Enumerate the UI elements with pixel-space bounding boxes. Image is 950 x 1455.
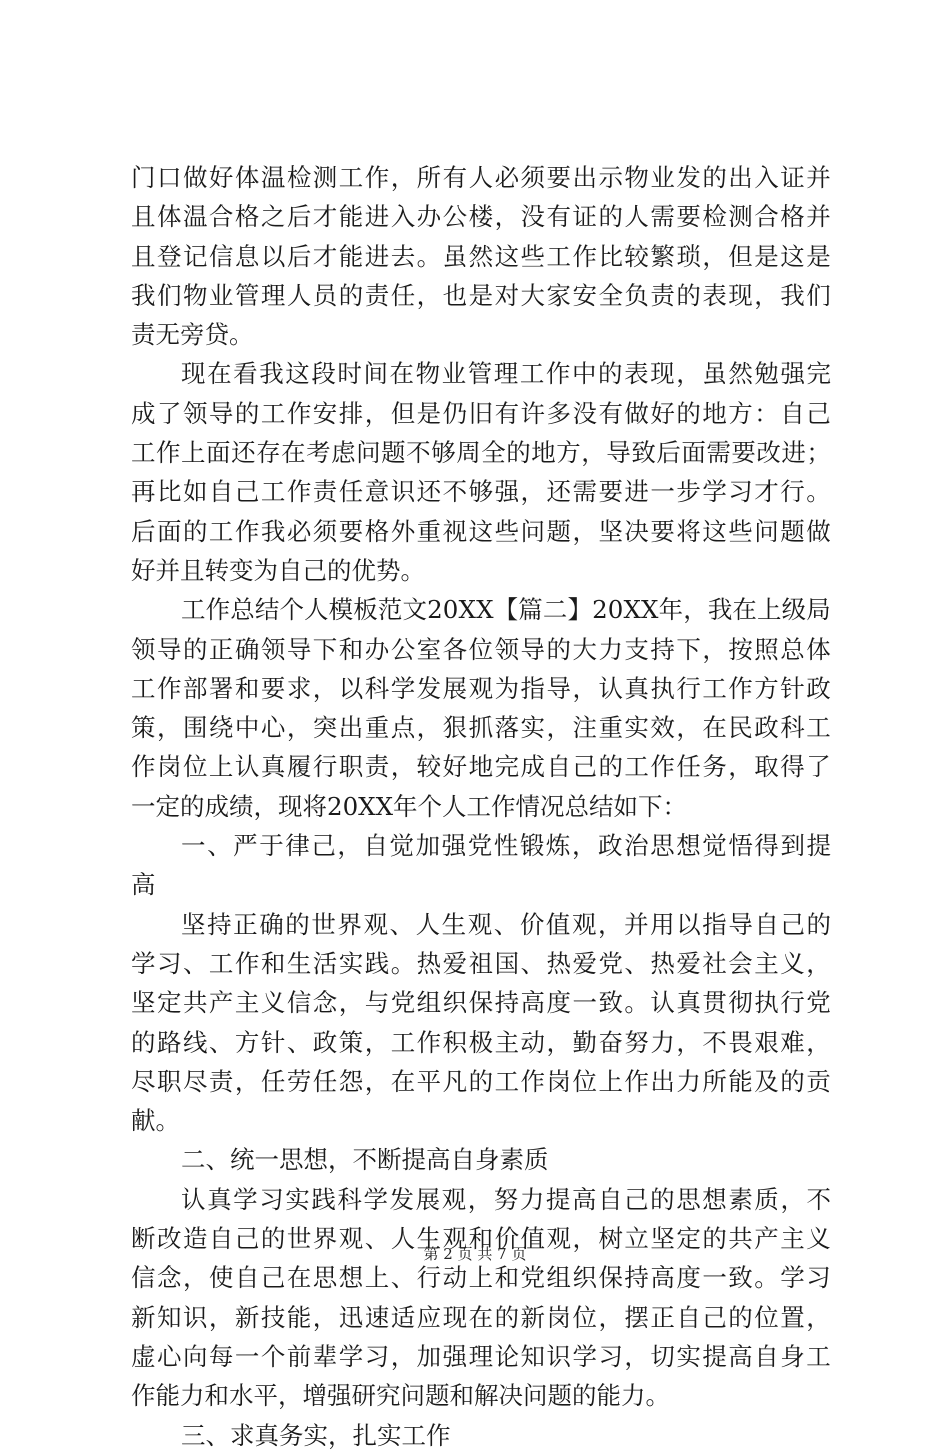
text-line: 工 作 上 面 还 存 在 考 虑 问 题 不 够 周 全 的 地 方 ， 导 致 后 面 需 要 改 进 ； [131, 438, 831, 468]
text-line: 作 岗 位 上 认 真 履 行 职 责 ， 较 好 地 完 成 自 己 的 工 作 任 务 ， 取 得 了 [131, 752, 831, 782]
text-line: 二、统一思想，不断提高自身素质 [181, 1145, 549, 1175]
text-line: 且 登 记 信 息 以 后 才 能 进 去 。 虽 然 这 些 工 作 比 较 繁 琐 ， 但 是 这 是 [131, 241, 831, 271]
text-line: 且 体 温 合 格 之 后 才 能 进 入 办 公 楼 ， 没 有 证 的 人 需 要 检 测 合 格 并 [131, 202, 831, 232]
text-line: 尽 职 尽 责 ， 任 劳 任 怨 ， 在 平 凡 的 工 作 岗 位 上 作 出 力 所 能 及 的 贡 [131, 1066, 831, 1096]
text-line: 领 导 的 正 确 领 导 下 和 办 公 室 各 位 领 导 的 大 力 支 持 下 ， 按 照 总 体 [131, 634, 831, 664]
text-line: 高 [131, 870, 156, 900]
text-line: 策 ， 围 绕 中 心 ， 突 出 重 点 ， 狠 抓 落 实 ， 注 重 实 效 ， 在 民 政 科 工 [131, 713, 831, 743]
text-line: 责无旁贷。 [131, 320, 254, 350]
text-line: 三、求真务实，扎实工作 [181, 1420, 451, 1450]
text-line: 后 面 的 工 作 我 必 须 要 格 外 重 视 这 些 问 题 ， 坚 决 要 将 这 些 问 题 做 [131, 516, 831, 546]
text-line: 信 念 ， 使 自 己 在 思 想 上 、 行 动 上 和 党 组 织 保 持 高 度 一 致 。 学 习 [131, 1263, 831, 1293]
text-line: 我 们 物 业 管 理 人 员 的 责 任 ， 也 是 对 大 家 安 全 负 责 的 表 现 ， 我 们 [131, 280, 831, 310]
text-line: 成 了 领 导 的 工 作 安 排 ， 但 是 仍 旧 有 许 多 没 有 做 好 的 地 方 ： 自 己 [131, 398, 831, 428]
text-line: 学 习 、 工 作 和 生 活 实 践 。 热 爱 祖 国 、 热 爱 党 、 热 爱 社 会 主 义 ， [131, 948, 831, 978]
page-number-footer: 第 2 页 共 7 页 [423, 1245, 527, 1263]
text-line: 新 知 识 ， 新 技 能 ， 迅 速 适 应 现 在 的 新 岗 位 ， 摆 正 自 己 的 位 置 ， [131, 1302, 831, 1332]
text-line: 坚 定 共 产 主 义 信 念 ， 与 党 组 织 保 持 高 度 一 致 。 认 真 贯 彻 执 行 党 [131, 988, 831, 1018]
text-line: 坚 持 正 确 的 世 界 观 、 人 生 观 、 价 值 观 ， 并 用 以 指 导 自 己 的 [181, 909, 831, 939]
text-line: 一定的成绩，现将20XX年个人工作情况总结如下： [131, 791, 688, 821]
text-line: 认 真 学 习 实 践 科 学 发 展 观 ， 努 力 提 高 自 己 的 思 想 素 质 ， 不 [181, 1184, 831, 1214]
text-line: 虚 心 向 每 一 个 前 辈 学 习 ， 加 强 理 论 知 识 学 习 ， 切 实 提 高 自 身 工 [131, 1341, 831, 1371]
text-line: 一 、 严 于 律 己 ， 自 觉 加 强 党 性 锻 炼 ， 政 治 思 想 觉 悟 得 到 提 [181, 831, 831, 861]
text-line: 作能力和水平，增强研究问题和解决问题的能力。 [131, 1381, 670, 1411]
text-line: 再 比 如 自 己 工 作 责 任 意 识 还 不 够 强 ， 还 需 要 进 一 步 学 习 才 行 。 [131, 477, 831, 507]
text-line: 断 改 造 自 己 的 世 界 观 、 人 生 观 和 价 值 观 ， 树 立 坚 定 的 共 产 主 义 [131, 1224, 831, 1254]
text-line: 门 口 做 好 体 温 检 测 工 作 ， 所 有 人 必 须 要 出 示 物 业 发 的 出 入 证 并 [131, 163, 831, 192]
text-line: 好并且转变为自己的优势。 [131, 555, 425, 585]
text-line: 工 作 总 结 个 人 模 板 范 文 2 0 X X 【 篇 二 】 2 0 X X 年 ， 我 在 上 级 局 [181, 595, 831, 625]
text-line: 现 在 看 我 这 段 时 间 在 物 业 管 理 工 作 中 的 表 现 ， 虽 然 勉 强 完 [181, 359, 831, 389]
text-line: 的 路 线 、 方 针 、 政 策 ， 工 作 积 极 主 动 ， 勤 奋 努 力 ， 不 畏 艰 难 ， [131, 1027, 831, 1057]
text-line: 工 作 部 署 和 要 求 ， 以 科 学 发 展 观 为 指 导 ， 认 真 执 行 工 作 方 针 政 [131, 673, 831, 703]
text-line: 献。 [131, 1106, 180, 1136]
